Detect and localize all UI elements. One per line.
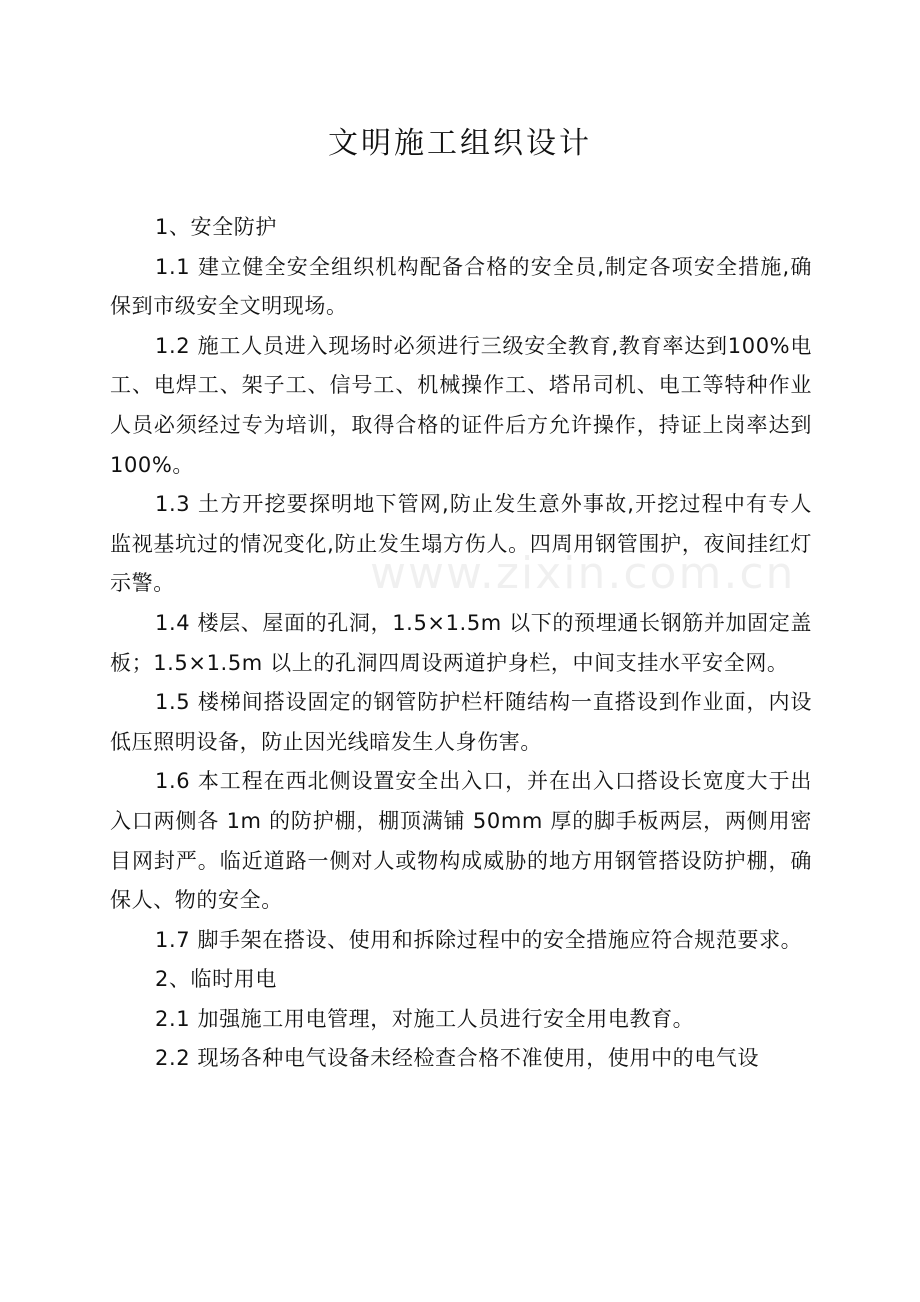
paragraph-1-6: 1.6 本工程在西北侧设置安全出入口，并在出入口搭设长宽度大于出入口两侧各 1m 的防护棚，棚顶满铺 50mm 厚的脚手板两层，两侧用密目网封严。临近道路一侧对人或物构成威胁的地方用钢管搭设防护棚，确保人、物的安全。 — [110, 769, 812, 913]
paragraph-1-1: 1.1 建立健全安全组织机构配备合格的安全员,制定各项安全措施,确保到市级安全文明现场。 — [110, 254, 812, 319]
paragraph-2-1: 2.1 加强施工用电管理，对施工人员进行安全用电教育。 — [155, 1006, 695, 1031]
paragraph-1-2: 1.2 施工人员进入现场时必须进行三级安全教育,教育率达到100%电工、电焊工、架子工、信号工、机械操作工、塔吊司机、电工等特种作业人员必须经过专为培训，取得合格的证件后方允许操作，持证上岗率达到100%。 — [110, 333, 812, 477]
document-title: 文明施工组织设计 — [328, 126, 592, 161]
paragraph-2-2: 2.2 现场各种电气设备未经检查合格不准使用，使用中的电气设 — [155, 1046, 760, 1071]
watermark: www.zixin.com.cn — [370, 548, 796, 599]
paragraph-1-4: 1.4 楼层、屋面的孔洞，1.5×1.5m 以下的预埋通长钢筋并加固定盖板；1.5×1.5m 以上的孔洞四周设两道护身栏，中间支挂水平安全网。 — [110, 610, 812, 675]
section-heading-temporary-power: 2、临时用电 — [155, 967, 277, 992]
document-body — [110, 208, 812, 1079]
section-heading-safety: 1、安全防护 — [155, 215, 277, 239]
paragraph-1-7: 1.7 脚手架在搭设、使用和拆除过程中的安全措施应符合规范要求。 — [155, 927, 803, 952]
paragraph-1-3: 1.3 土方开挖要探明地下管网,防止发生意外事故,开挖过程中有专人监视基坑过的情况变化,防止发生塌方伤人。四周用钢管围护，夜间挂红灯示警。 — [110, 492, 812, 596]
paragraph-1-5: 1.5 楼梯间搭设固定的钢管防护栏杆随结构一直搭设到作业面，内设低压照明设备，防止因光线暗发生人身伤害。 — [110, 690, 812, 754]
